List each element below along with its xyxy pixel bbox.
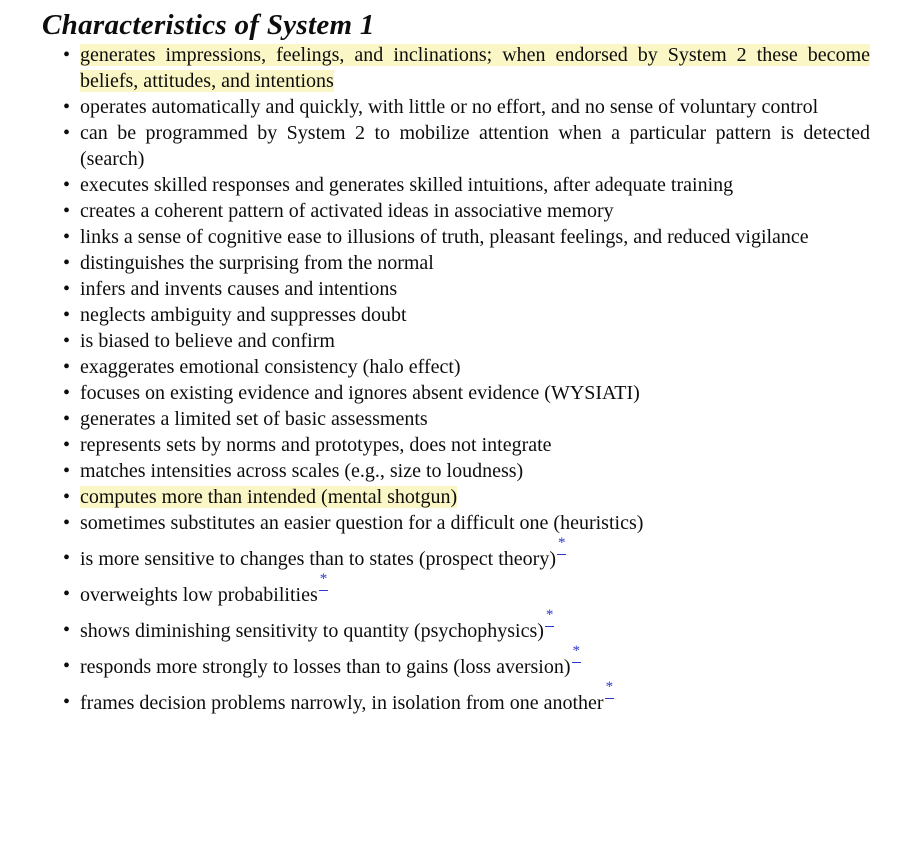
bullet-icon: • <box>63 330 71 352</box>
bullet-text: matches intensities across scales (e.g., size to loudness) <box>80 460 524 482</box>
bullet-icon: • <box>63 434 71 456</box>
bullet-text: responds more strongly to losses than to gains (loss aversion) <box>80 656 571 678</box>
bullet-icon: • <box>63 226 71 248</box>
asterisk-icon: * <box>558 535 566 551</box>
list-item <box>42 94 870 120</box>
bullet-icon: • <box>63 583 71 605</box>
list-item <box>42 328 870 354</box>
bullet-text: sometimes substitutes an easier question for a difficult one (heuristics) <box>80 512 644 534</box>
bullet-text: operates automatically and quickly, with little or no effort, and no sense of voluntary control <box>80 96 819 118</box>
list-item <box>42 302 870 328</box>
footnote-asterisk-link[interactable] <box>571 643 582 673</box>
bullet-text: links a sense of cognitive ease to illusions of truth, pleasant feelings, and reduced vigilance <box>80 226 809 248</box>
list-item <box>42 224 870 250</box>
bullet-icon: • <box>63 691 71 713</box>
list-item <box>42 250 870 276</box>
asterisk-icon: * <box>572 643 580 659</box>
list-item <box>42 679 870 716</box>
bullet-text: infers and invents causes and intentions <box>80 278 398 300</box>
list-item <box>42 380 870 406</box>
system1-characteristics-list <box>42 42 870 510</box>
asterisk-icon: * <box>605 679 614 695</box>
list-item <box>42 458 870 484</box>
list-item <box>42 607 870 644</box>
bullet-text: shows diminishing sensitivity to quantity (psychophysics) <box>80 620 544 642</box>
bullet-text: represents sets by norms and prototypes, does not integrate <box>80 434 552 456</box>
list-item <box>42 42 870 94</box>
list-item <box>42 354 870 380</box>
footnote-asterisk-link[interactable] <box>604 679 615 709</box>
list-item <box>42 643 870 680</box>
bullet-icon: • <box>63 174 71 196</box>
highlighted-text: computes more than intended (mental shotgun) <box>80 486 458 508</box>
page-title: Characteristics of System 1 <box>42 9 375 41</box>
list-item <box>42 198 870 224</box>
bullet-icon: • <box>63 547 71 569</box>
bullet-icon: • <box>63 96 71 118</box>
list-item <box>42 484 870 510</box>
bullet-icon: • <box>63 304 71 326</box>
bullet-text: exaggerates emotional consistency (halo effect) <box>80 356 461 378</box>
bullet-icon: • <box>63 486 71 508</box>
bullet-icon: • <box>63 252 71 274</box>
bullet-icon: • <box>63 382 71 404</box>
bullet-text: is more sensitive to changes than to states (prospect theory) <box>80 548 556 570</box>
footnote-asterisk-link[interactable] <box>544 607 555 637</box>
bullet-icon: • <box>63 44 71 66</box>
list-item <box>42 276 870 302</box>
bullet-text: overweights low probabilities <box>80 584 318 606</box>
bullet-text: executes skilled responses and generates skilled intuitions, after adequate training <box>80 174 734 196</box>
bullet-text: can be programmed by System 2 to mobilize attention when a particular pattern is detected (search) <box>80 122 870 170</box>
list-item <box>42 432 870 458</box>
list-item <box>42 571 870 608</box>
bullet-icon: • <box>63 200 71 222</box>
list-item <box>42 172 870 198</box>
list-item <box>42 406 870 432</box>
bullet-icon: • <box>63 356 71 378</box>
footnote-asterisk-link[interactable] <box>556 535 567 565</box>
list-item <box>42 535 870 572</box>
bullet-icon: • <box>63 619 71 641</box>
system1-characteristics-list-extended <box>42 510 870 716</box>
list-item <box>42 510 870 536</box>
highlighted-text: generates impressions, feelings, and inclinations; when endorsed by System 2 these become beliefs, attitudes, and intentions <box>80 44 870 92</box>
asterisk-icon: * <box>319 571 328 587</box>
bullet-icon: • <box>63 460 71 482</box>
footnote-asterisk-link[interactable] <box>318 571 329 601</box>
bullet-text: focuses on existing evidence and ignores absent evidence (WYSIATI) <box>80 382 640 404</box>
bullet-text: neglects ambiguity and suppresses doubt <box>80 304 407 326</box>
bullet-text: creates a coherent pattern of activated ideas in associative memory <box>80 200 614 222</box>
bullet-icon: • <box>63 512 71 534</box>
bullet-text: distinguishes the surprising from the normal <box>80 252 434 274</box>
bullet-icon: • <box>63 408 71 430</box>
bullet-text: frames decision problems narrowly, in isolation from one another <box>80 692 604 714</box>
bullet-icon: • <box>63 655 71 677</box>
bullet-text: is biased to believe and confirm <box>80 330 335 352</box>
bullet-text: generates a limited set of basic assessments <box>80 408 428 430</box>
asterisk-icon: * <box>545 607 554 623</box>
bullet-icon: • <box>63 278 71 300</box>
list-item <box>42 120 870 172</box>
bullet-icon: • <box>63 122 71 144</box>
